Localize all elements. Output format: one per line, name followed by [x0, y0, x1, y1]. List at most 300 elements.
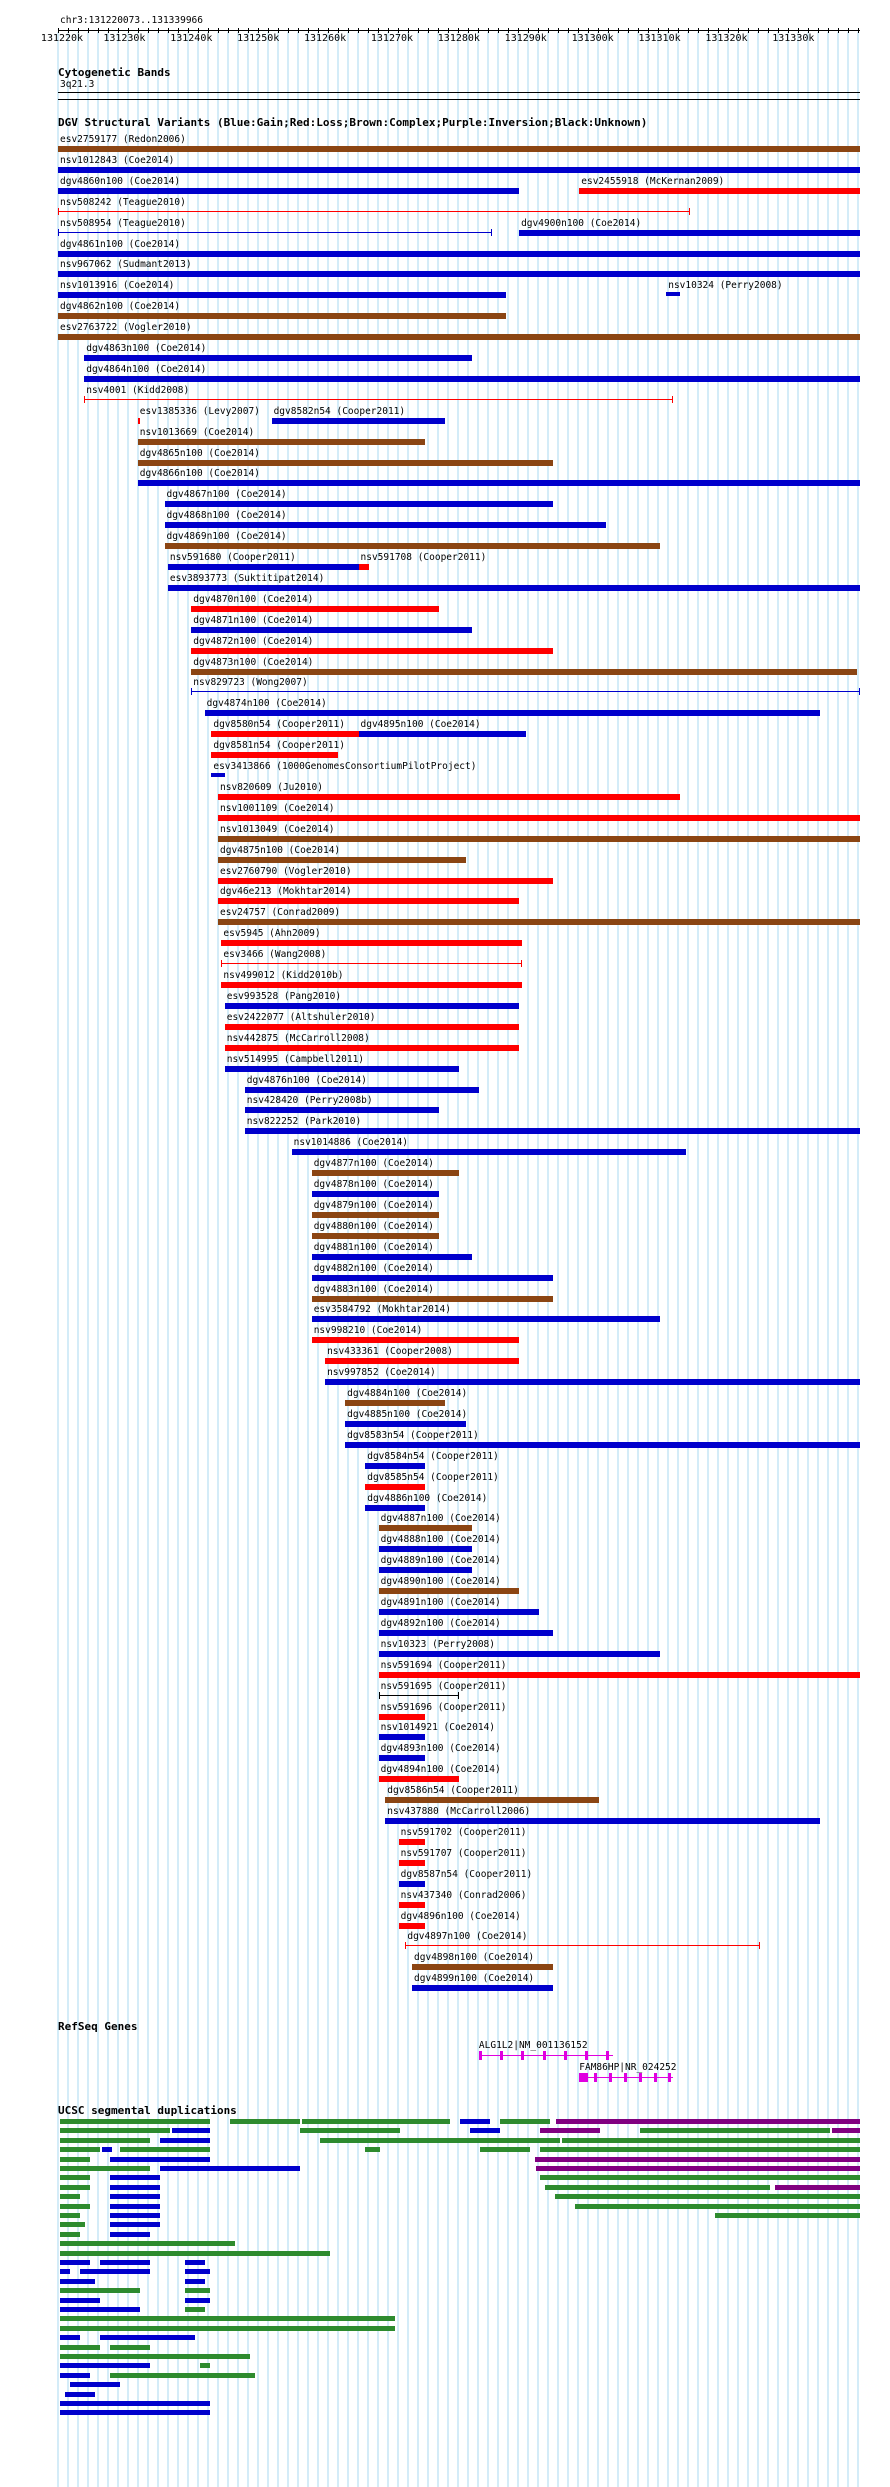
variant-label: dgv4874n100 (Coe2014) [206, 698, 327, 710]
variant-label: dgv4864n100 (Coe2014) [86, 363, 207, 375]
axis-tick [68, 28, 69, 33]
variant-bar[interactable] [379, 1630, 553, 1636]
variant-bar[interactable] [84, 355, 472, 361]
segdup-block[interactable] [500, 2119, 550, 2124]
axis-tick [358, 28, 359, 33]
variant-bar[interactable] [218, 794, 680, 800]
axis-tick [598, 28, 599, 33]
variant-bar[interactable] [379, 1776, 459, 1782]
variant-label: dgv4894n100 (Coe2014) [380, 1764, 501, 1776]
gene-exon [624, 2073, 627, 2082]
variant-bar[interactable] [325, 1358, 519, 1364]
segdup-block[interactable] [120, 2147, 210, 2152]
variant-bar[interactable] [405, 1945, 760, 1946]
variant-label: dgv4892n100 (Coe2014) [380, 1617, 501, 1629]
segdup-block[interactable] [110, 2204, 160, 2209]
variant-bar[interactable] [225, 1024, 519, 1030]
variant-bar[interactable] [165, 543, 660, 549]
axis-tick [398, 28, 399, 33]
variant-label: dgv4860n100 (Coe2014) [60, 175, 181, 187]
variant-bar[interactable] [345, 1421, 465, 1427]
axis-tick [498, 28, 499, 33]
variant-bar[interactable] [191, 648, 552, 654]
variant-label: nsv1013669 (Coe2014) [139, 426, 255, 438]
segdup-block[interactable] [160, 2138, 210, 2143]
axis-tick [218, 28, 219, 33]
variant-label: dgv8587n54 (Cooper2011) [400, 1868, 533, 1880]
segdup-block[interactable] [110, 2222, 160, 2227]
variant-bar[interactable] [138, 480, 860, 486]
segdup-block[interactable] [100, 2335, 195, 2340]
axis-tick [158, 28, 159, 33]
axis-tick [658, 28, 659, 33]
variant-bar[interactable] [218, 857, 466, 863]
axis-tick [788, 28, 789, 33]
variant-label: nsv508954 (Teague2010) [60, 217, 186, 229]
segdup-block[interactable] [540, 2128, 600, 2133]
gene-label: ALG1L2|NM_001136152 [478, 2040, 588, 2051]
variant-label: dgv4880n100 (Coe2014) [313, 1220, 434, 1232]
segdup-block[interactable] [715, 2213, 860, 2218]
segdup-block[interactable] [60, 2335, 80, 2340]
segdup-block[interactable] [775, 2185, 860, 2190]
segdup-block[interactable] [60, 2128, 170, 2133]
variant-label: dgv4877n100 (Coe2014) [313, 1158, 434, 1170]
segdup-block[interactable] [575, 2204, 860, 2209]
variant-label: dgv8586n54 (Cooper2011) [387, 1785, 519, 1797]
variant-bar[interactable] [138, 439, 426, 445]
axis-tick [568, 28, 569, 33]
segdup-block[interactable] [60, 2232, 80, 2237]
axis-tick [98, 28, 99, 33]
variant-bar[interactable] [221, 982, 522, 988]
segdup-block[interactable] [640, 2128, 830, 2133]
segdup-block[interactable] [60, 2185, 90, 2190]
segdup-block[interactable] [110, 2194, 160, 2199]
variant-bar[interactable] [379, 1734, 426, 1740]
axis-tick [408, 28, 409, 33]
variant-label: nsv437340 (Conrad2006) [400, 1889, 527, 1901]
variant-bar[interactable] [218, 815, 860, 821]
variant-bar[interactable] [138, 418, 140, 424]
variant-bar[interactable] [359, 731, 526, 737]
variant-bar[interactable] [345, 1400, 445, 1406]
segdup-block[interactable] [60, 2213, 80, 2218]
variant-bar[interactable] [379, 1714, 426, 1720]
variant-bar[interactable] [58, 292, 506, 298]
variant-bar[interactable] [138, 460, 553, 466]
variant-bar[interactable] [379, 1755, 426, 1761]
segdup-block[interactable] [60, 2119, 210, 2124]
variant-bar[interactable] [58, 251, 860, 257]
variant-label: nsv591694 (Cooper2011) [380, 1659, 507, 1671]
variant-label: esv2760790 (Vogler2010) [220, 865, 352, 877]
segdup-block[interactable] [200, 2363, 210, 2368]
variant-label: esv3466 (Wang2008) [223, 949, 327, 961]
segdup-block[interactable] [60, 2147, 100, 2152]
axis-tick [818, 28, 819, 33]
variant-label: nsv591696 (Cooper2011) [380, 1701, 507, 1713]
segdup-track-title: UCSC segmental duplications [58, 2104, 237, 2117]
segdup-block[interactable] [60, 2363, 150, 2368]
segdup-block[interactable] [185, 2279, 205, 2284]
variant-bar[interactable] [84, 376, 860, 382]
variant-bar[interactable] [312, 1254, 473, 1260]
axis-tick [758, 28, 759, 33]
axis-tick-label: 131280k [437, 33, 480, 44]
variant-label: nsv1013916 (Coe2014) [60, 280, 175, 292]
axis-tick [448, 28, 449, 33]
segdup-block[interactable] [60, 2175, 90, 2180]
variant-bar[interactable] [58, 188, 519, 194]
segdup-block[interactable] [60, 2298, 100, 2303]
variant-bar[interactable] [312, 1296, 553, 1302]
variant-label: dgv4897n100 (Coe2014) [407, 1931, 528, 1943]
variant-bar[interactable] [58, 211, 690, 212]
variant-bar[interactable] [191, 606, 439, 612]
segdup-block[interactable] [110, 2373, 255, 2378]
variant-bar[interactable] [191, 627, 472, 633]
variant-bar[interactable] [225, 1045, 519, 1051]
variant-label: nsv822252 (Park2010) [246, 1116, 362, 1128]
segdup-block[interactable] [365, 2147, 380, 2152]
variant-bar[interactable] [379, 1651, 660, 1657]
variant-bar[interactable] [211, 731, 358, 737]
segdup-block[interactable] [60, 2204, 90, 2209]
segdup-block[interactable] [172, 2128, 210, 2133]
position-readout: chr3:131220073..131339966 [60, 15, 203, 26]
segdup-block[interactable] [60, 2166, 150, 2171]
segdup-block[interactable] [60, 2401, 210, 2406]
segdup-block[interactable] [60, 2157, 90, 2162]
axis-tick [458, 28, 459, 33]
variant-bar[interactable] [218, 919, 860, 925]
variant-label: dgv4900n100 (Coe2014) [521, 217, 642, 229]
segdup-block[interactable] [60, 2222, 85, 2227]
variant-bar[interactable] [211, 773, 224, 777]
variant-bar[interactable] [58, 313, 506, 319]
gene-label: FAM86HP|NR_024252 [579, 2062, 677, 2073]
gene-exon [585, 2051, 588, 2060]
segdup-block[interactable] [60, 2326, 395, 2331]
axis-tick [488, 28, 489, 33]
variant-bar[interactable] [325, 1379, 860, 1385]
segdup-block[interactable] [832, 2128, 860, 2133]
variant-label: nsv591707 (Cooper2011) [400, 1847, 527, 1859]
segdup-block[interactable] [185, 2298, 210, 2303]
variant-bar[interactable] [412, 1985, 552, 1991]
variant-bar[interactable] [399, 1881, 426, 1887]
variant-label: nsv1014921 (Coe2014) [380, 1722, 495, 1734]
variant-bar[interactable] [312, 1212, 439, 1218]
axis-tick [468, 28, 469, 33]
axis-tick [828, 28, 829, 33]
axis-tick [858, 28, 859, 33]
variant-bar[interactable] [312, 1275, 553, 1281]
variant-label: esv2759177 (Redon2006) [60, 134, 186, 145]
variant-label: esv24757 (Conrad2009) [220, 907, 341, 919]
segdup-block[interactable] [60, 2194, 80, 2199]
variant-bar[interactable] [218, 878, 552, 884]
variant-label: nsv1013049 (Coe2014) [220, 823, 335, 835]
variant-bar[interactable] [399, 1923, 426, 1929]
segdup-block[interactable] [540, 2147, 860, 2152]
gene-exon [543, 2051, 546, 2060]
variant-bar[interactable] [399, 1860, 426, 1866]
segdup-block[interactable] [110, 2157, 210, 2162]
variant-bar[interactable] [58, 232, 492, 233]
gene-exon [639, 2073, 642, 2082]
variant-bar[interactable] [379, 1525, 473, 1531]
variant-bar[interactable] [359, 564, 369, 570]
segdup-block[interactable] [110, 2185, 160, 2190]
segdup-block[interactable] [110, 2175, 160, 2180]
segdup-block[interactable] [60, 2260, 90, 2265]
axis-tick-label: 131270k [370, 33, 414, 44]
gene-exon [668, 2073, 671, 2082]
variant-bar[interactable] [385, 1818, 820, 1824]
axis-tick [128, 28, 129, 33]
gene-exon [594, 2073, 597, 2082]
variant-label: dgv4891n100 (Coe2014) [380, 1597, 501, 1608]
segdup-block[interactable] [460, 2119, 490, 2124]
variant-bar[interactable] [218, 898, 519, 904]
variant-label: dgv8580n54 (Cooper2011) [213, 719, 345, 731]
segdup-block[interactable] [230, 2119, 300, 2124]
variant-bar[interactable] [292, 1149, 687, 1155]
axis-tick [58, 28, 59, 33]
segdup-block[interactable] [60, 2307, 140, 2312]
variant-label: nsv591695 (Cooper2011) [380, 1680, 507, 1692]
variant-bar[interactable] [225, 1003, 519, 1009]
variant-bar[interactable] [312, 1170, 459, 1176]
segdup-block[interactable] [480, 2147, 530, 2152]
variant-bar[interactable] [245, 1107, 439, 1113]
variant-bar[interactable] [312, 1316, 660, 1322]
variant-label: nsv967062 (Sudmant2013) [60, 259, 192, 271]
variant-label: dgv4889n100 (Coe2014) [380, 1555, 501, 1567]
variant-label: esv1385336 (Levy2007) [139, 405, 260, 417]
variant-bar[interactable] [205, 710, 820, 716]
variant-label: nsv442875 (McCarroll2008) [226, 1032, 370, 1044]
segdup-block[interactable] [60, 2241, 235, 2246]
variant-bar[interactable] [412, 1964, 552, 1970]
variant-bar[interactable] [345, 1442, 860, 1448]
variant-bar[interactable] [191, 691, 860, 692]
variant-label: dgv4885n100 (Coe2014) [347, 1408, 468, 1420]
variant-bar[interactable] [379, 1695, 459, 1696]
segdup-block[interactable] [555, 2194, 860, 2199]
variant-bar[interactable] [168, 585, 860, 591]
variant-bar[interactable] [84, 399, 673, 400]
segdup-block[interactable] [80, 2269, 150, 2274]
axis-tick [228, 28, 229, 33]
variant-bar[interactable] [385, 1797, 599, 1803]
variant-bar[interactable] [245, 1087, 479, 1093]
segdup-block[interactable] [110, 2213, 160, 2218]
variant-label: dgv4869n100 (Coe2014) [166, 531, 287, 543]
axis-tick [268, 28, 269, 33]
axis-tick [648, 28, 649, 33]
variant-label: dgv4887n100 (Coe2014) [380, 1513, 501, 1525]
variant-bar[interactable] [58, 271, 860, 277]
variant-bar[interactable] [165, 501, 553, 507]
gene-exon [479, 2051, 482, 2060]
variant-label: nsv591708 (Cooper2011) [360, 552, 487, 563]
axis-tick [838, 28, 839, 33]
segdup-block[interactable] [60, 2251, 330, 2256]
dgv-track-title: DGV Structural Variants (Blue:Gain;Red:Loss;Brown:Complex;Purple:Inversion;Black:Unknown) [58, 116, 648, 129]
gene-exon [521, 2051, 524, 2060]
segdup-block[interactable] [535, 2157, 860, 2162]
variant-label: dgv4861n100 (Coe2014) [60, 238, 181, 250]
variant-label: dgv4865n100 (Coe2014) [139, 447, 260, 459]
variant-label: esv2455918 (McKernan2009) [581, 175, 725, 187]
segdup-block[interactable] [536, 2166, 860, 2171]
segdup-block[interactable] [185, 2269, 210, 2274]
variant-label: dgv8585n54 (Cooper2011) [367, 1471, 499, 1483]
axis-tick [528, 28, 529, 33]
axis-tick [508, 28, 509, 33]
axis-tick-label: 131290k [504, 33, 547, 44]
segdup-block[interactable] [470, 2128, 500, 2133]
gene-model[interactable] [479, 2055, 613, 2056]
segdup-block[interactable] [60, 2410, 210, 2415]
axis-tick [318, 28, 319, 33]
variant-label: nsv998210 (Coe2014) [313, 1325, 423, 1337]
segdup-block[interactable] [60, 2269, 70, 2274]
variant-label: esv3584792 (Mokhtar2014) [313, 1304, 451, 1316]
segdup-block[interactable] [65, 2392, 95, 2397]
variant-label: dgv8583n54 (Cooper2011) [347, 1429, 479, 1441]
variant-label: dgv8584n54 (Cooper2011) [367, 1450, 499, 1462]
variant-bar[interactable] [379, 1588, 519, 1594]
variant-label: esv2763722 (Vogler2010) [60, 322, 192, 334]
segdup-block[interactable] [302, 2119, 450, 2124]
variant-bar[interactable] [312, 1337, 519, 1343]
axis-tick [188, 28, 189, 33]
axis-tick [808, 28, 809, 33]
segdup-block[interactable] [556, 2119, 860, 2124]
variant-bar[interactable] [245, 1128, 860, 1134]
axis-tick [768, 28, 769, 33]
axis-tick [138, 28, 139, 33]
segdup-block[interactable] [60, 2288, 140, 2293]
segdup-block[interactable] [160, 2166, 300, 2171]
variant-label: dgv4895n100 (Coe2014) [360, 719, 481, 731]
segdup-block[interactable] [545, 2185, 770, 2190]
segdup-block[interactable] [60, 2354, 250, 2359]
segdup-block[interactable] [70, 2382, 120, 2387]
segdup-block[interactable] [60, 2279, 95, 2284]
variant-bar[interactable] [379, 1672, 860, 1678]
cytoband-line [58, 99, 860, 100]
variant-label: nsv10323 (Perry2008) [380, 1638, 495, 1650]
variant-label: nsv1001109 (Coe2014) [220, 802, 335, 814]
variant-bar[interactable] [58, 146, 860, 152]
segdup-block[interactable] [562, 2138, 860, 2143]
axis-tick [258, 28, 259, 33]
variant-bar[interactable] [399, 1839, 426, 1845]
variant-bar[interactable] [168, 564, 359, 570]
axis-tick [558, 28, 559, 33]
axis-tick [778, 28, 779, 33]
variant-label: nsv4001 (Kidd2008) [86, 384, 190, 396]
variant-bar[interactable] [218, 836, 860, 842]
axis-tick [848, 28, 849, 33]
variant-label: dgv4899n100 (Coe2014) [414, 1973, 535, 1985]
axis-tick [88, 28, 89, 33]
variant-bar[interactable] [399, 1902, 426, 1908]
segdup-block[interactable] [60, 2316, 395, 2321]
variant-bar[interactable] [379, 1609, 540, 1615]
axis-tick-label: 131250k [237, 33, 280, 44]
variant-label: esv2422077 (Altshuler2010) [226, 1011, 376, 1023]
segdup-block[interactable] [60, 2345, 100, 2350]
variant-bar[interactable] [221, 940, 522, 946]
segdup-block[interactable] [185, 2307, 205, 2312]
variant-label: esv3893773 (Suktitipat2014) [169, 572, 325, 584]
variant-label: esv993528 (Pang2010) [226, 990, 342, 1002]
segdup-block[interactable] [100, 2260, 150, 2265]
variant-bar[interactable] [666, 292, 679, 296]
variant-bar[interactable] [312, 1191, 439, 1197]
axis-tick [388, 28, 389, 33]
variant-bar[interactable] [58, 167, 860, 173]
axis-tick [338, 28, 339, 33]
variant-label: nsv433361 (Cooper2008) [327, 1346, 453, 1358]
segdup-block[interactable] [185, 2288, 210, 2293]
axis-tick [368, 28, 369, 33]
segdup-block[interactable] [110, 2232, 150, 2237]
axis-tick-label: 131300k [571, 33, 614, 44]
axis-tick [518, 28, 519, 33]
variant-label: dgv4881n100 (Coe2014) [313, 1241, 434, 1253]
variant-bar[interactable] [379, 1567, 473, 1573]
variant-label: dgv4893n100 (Coe2014) [380, 1743, 501, 1755]
variant-bar[interactable] [191, 669, 857, 675]
axis-tick [628, 28, 629, 33]
segdup-block[interactable] [300, 2128, 400, 2133]
segdup-block[interactable] [60, 2373, 90, 2378]
variant-bar[interactable] [58, 334, 860, 340]
variant-bar[interactable] [365, 1484, 425, 1490]
variant-bar[interactable] [225, 1066, 459, 1072]
segdup-block[interactable] [60, 2138, 150, 2143]
variant-bar[interactable] [165, 522, 606, 528]
variant-bar[interactable] [379, 1546, 473, 1552]
axis-tick [708, 28, 709, 33]
segdup-block[interactable] [102, 2147, 112, 2152]
variant-bar[interactable] [221, 963, 522, 964]
variant-bar[interactable] [211, 752, 338, 758]
segdup-block[interactable] [185, 2260, 205, 2265]
variant-bar[interactable] [519, 230, 860, 236]
variant-bar[interactable] [312, 1233, 439, 1239]
variant-bar[interactable] [365, 1505, 425, 1511]
variant-label: nsv591702 (Cooper2011) [400, 1826, 527, 1838]
axis-tick [578, 28, 579, 33]
segdup-block[interactable] [320, 2138, 560, 2143]
variant-bar[interactable] [272, 418, 446, 424]
axis-tick [668, 28, 669, 33]
variant-bar[interactable] [365, 1463, 425, 1469]
segdup-block[interactable] [540, 2175, 860, 2180]
axis-tick [378, 28, 379, 33]
segdup-block[interactable] [110, 2345, 150, 2350]
axis-tick [688, 28, 689, 33]
variant-bar[interactable] [579, 188, 860, 194]
